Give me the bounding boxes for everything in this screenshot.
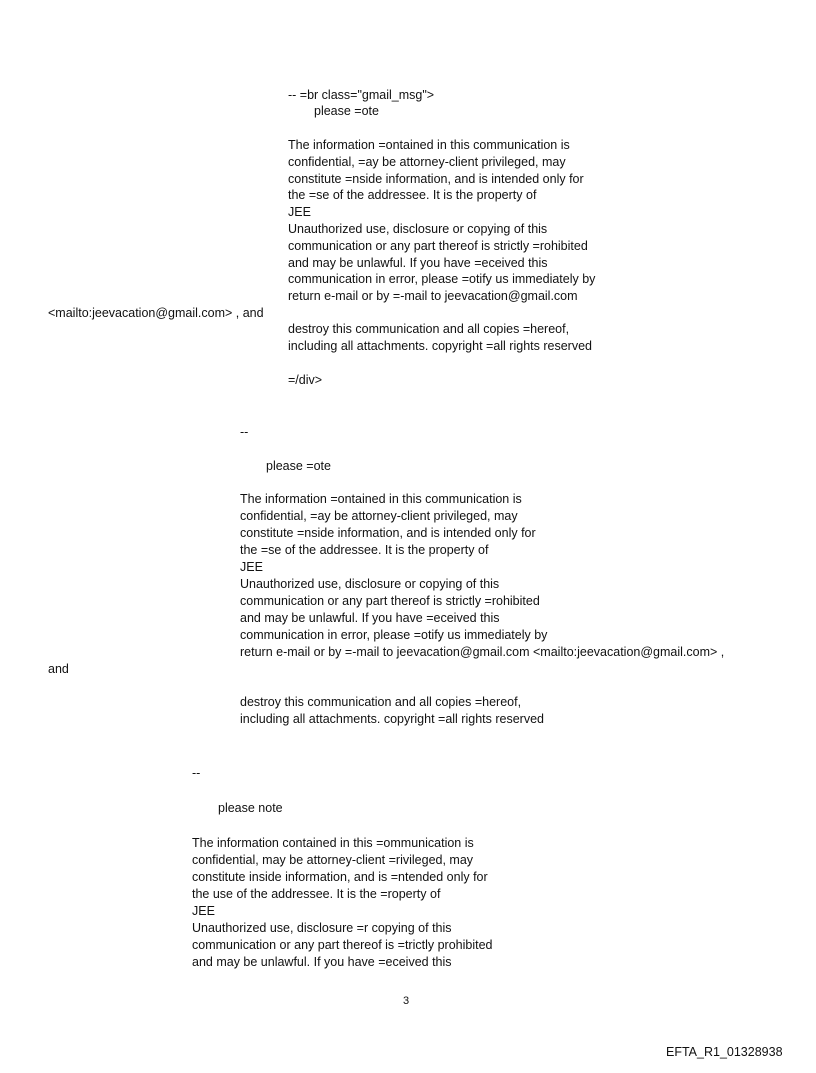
- text-line: <mailto:jeevacation@gmail.com> , and: [48, 306, 264, 320]
- text-line: the use of the addressee. It is the =roperty of: [192, 887, 441, 901]
- text-line: destroy this communication and all copies =hereof,: [288, 322, 570, 336]
- text-line: confidential, may be attorney-client =rivileged, may: [192, 853, 474, 867]
- text-line: communication or any part thereof is strictly =rohibited: [240, 594, 540, 608]
- text-line: please =ote: [266, 459, 331, 473]
- text-line: and: [48, 662, 69, 676]
- text-line: The information =ontained in this communication is: [240, 492, 522, 506]
- text-line: --: [240, 425, 249, 439]
- text-line: JEE: [288, 205, 311, 219]
- text-line: =/div>: [288, 373, 323, 387]
- text-line: the =se of the addressee. It is the property of: [240, 543, 489, 557]
- text-line: --: [192, 766, 201, 780]
- text-line: and may be unlawful. If you have =eceived this: [288, 256, 548, 270]
- text-line: communication in error, please =otify us immediately by: [288, 272, 596, 286]
- text-line: The information contained in this =ommunication is: [192, 836, 474, 850]
- page-number: 3: [403, 995, 410, 1007]
- text-line: Unauthorized use, disclosure or copying of this: [288, 222, 548, 236]
- text-line: confidential, =ay be attorney-client privileged, may: [288, 155, 566, 169]
- text-line: please =ote: [314, 104, 379, 118]
- text-line: constitute =nside information, and is intended only for: [288, 172, 584, 186]
- text-line: and may be unlawful. If you have =eceived this: [192, 955, 452, 969]
- text-line: -- =br class="gmail_msg">: [288, 88, 435, 102]
- text-line: Unauthorized use, disclosure =r copying of this: [192, 921, 452, 935]
- text-line: the =se of the addressee. It is the property of: [288, 188, 537, 202]
- text-line: communication or any part thereof is =trictly prohibited: [192, 938, 493, 952]
- text-line: constitute =nside information, and is intended only for: [240, 526, 536, 540]
- text-line: confidential, =ay be attorney-client privileged, may: [240, 509, 518, 523]
- text-line: destroy this communication and all copies =hereof,: [240, 695, 522, 709]
- text-line: please note: [218, 801, 283, 815]
- text-line: and may be unlawful. If you have =eceived this: [240, 611, 500, 625]
- text-line: including all attachments. copyright =all rights reserved: [288, 339, 592, 353]
- text-line: The information =ontained in this communication is: [288, 138, 570, 152]
- text-line: return e-mail or by =-mail to jeevacation@gmail.com <mailto:jeevacation@gmail.com> ,: [240, 645, 725, 659]
- text-line: Unauthorized use, disclosure or copying of this: [240, 577, 500, 591]
- text-line: JEE: [240, 560, 263, 574]
- text-line: communication or any part thereof is strictly =rohibited: [288, 239, 588, 253]
- text-line: including all attachments. copyright =all rights reserved: [240, 712, 544, 726]
- text-line: communication in error, please =otify us immediately by: [240, 628, 548, 642]
- text-line: constitute inside information, and is =ntended only for: [192, 870, 488, 884]
- text-line: JEE: [192, 904, 215, 918]
- document-id-footer: EFTA_R1_01328938: [666, 1045, 783, 1059]
- text-line: return e-mail or by =-mail to jeevacation@gmail.com: [288, 289, 578, 303]
